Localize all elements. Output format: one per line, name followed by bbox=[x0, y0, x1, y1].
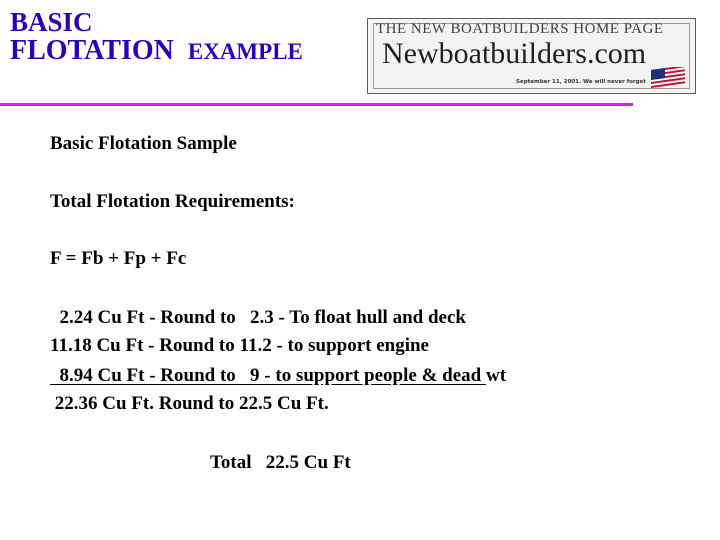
people-line-underlined: 8.94 Cu Ft - Round to 9 - to support people & dead bbox=[50, 365, 486, 386]
slide-title-example: EXAMPLE bbox=[187, 39, 303, 65]
total-requirements-label: Total Flotation Requirements: bbox=[50, 191, 295, 212]
slide-title-line1: BASIC bbox=[10, 7, 93, 37]
slide-title-main: FLOTATION bbox=[10, 35, 174, 67]
banner-date-text: September 11, 2001. We will never forget bbox=[516, 79, 646, 85]
sample-heading: Basic Flotation Sample bbox=[50, 133, 237, 154]
sum-line: 22.36 Cu Ft. Round to 22.5 Cu Ft. bbox=[50, 393, 329, 414]
banner-brand-name: Newboatbuilders.com bbox=[382, 37, 647, 70]
flotation-formula: F = Fb + Fp + Fc bbox=[50, 248, 187, 269]
hull-deck-line: 2.24 Cu Ft - Round to 2.3 - To float hull and deck bbox=[50, 307, 466, 328]
banner-top-text: THE NEW BOATBUILDERS HOME PAGE bbox=[376, 21, 664, 37]
engine-line: 11.18 Cu Ft - Round to 11.2 - to support engine bbox=[50, 335, 429, 356]
total-line: Total 22.5 Cu Ft bbox=[210, 452, 351, 473]
people-line bbox=[50, 365, 506, 387]
people-line-tail: wt bbox=[485, 365, 507, 386]
